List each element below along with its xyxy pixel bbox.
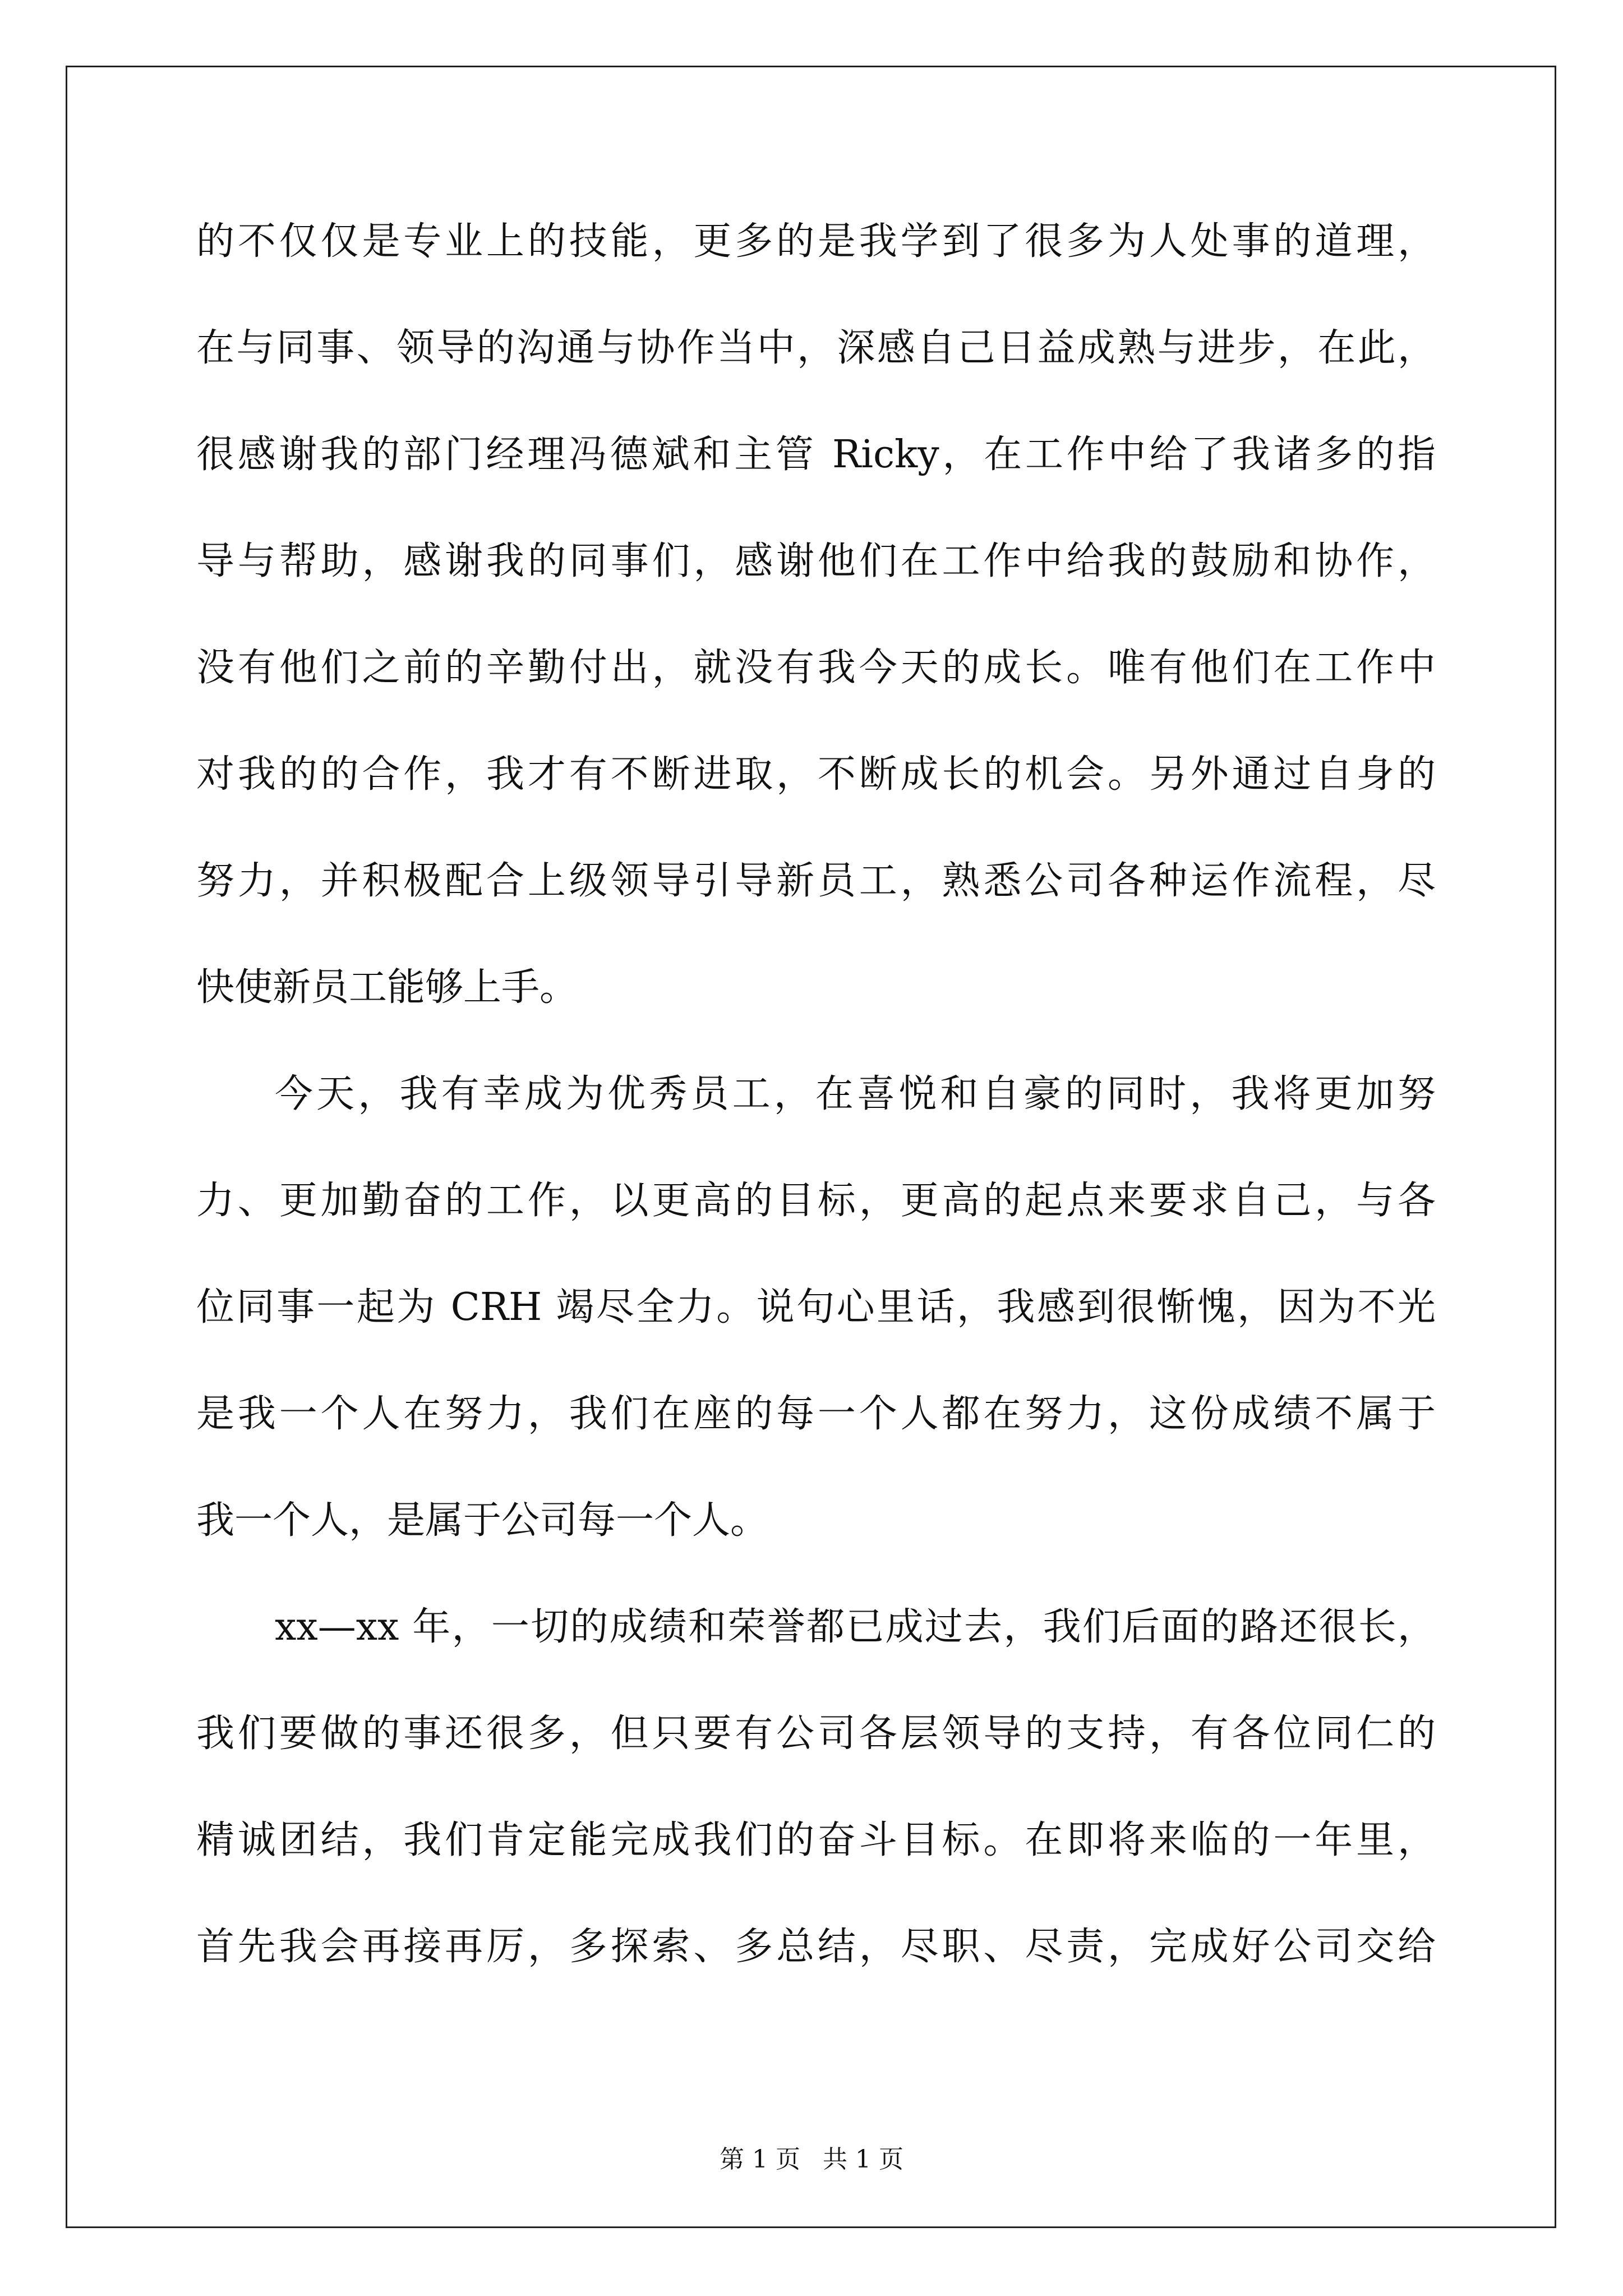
text-line: 快使新员工能够上手。	[196, 965, 578, 1010]
page-footer	[0, 2143, 1623, 2177]
text-line: 对我的的合作，我才有不断进取，不断成长的机会。另外通过自身的	[196, 752, 1436, 797]
text-line: 的不仅仅是专业上的技能，更多的是我学到了很多为人处事的道理，	[196, 219, 1436, 264]
text-line: 是我一个人在努力，我们在座的每一个人都在努力，这份成绩不属于	[196, 1392, 1436, 1436]
text-line: 今天，我有幸成为优秀员工，在喜悦和自豪的同时，我将更加努	[275, 1072, 1436, 1116]
page-number: 第 1 页	[720, 2145, 800, 2174]
text-line: 努力，并积极配合上级领导引导新员工，熟悉公司各种运作流程，尽	[196, 859, 1436, 903]
text-line: 精诚团结，我们肯定能完成我们的奋斗目标。在即将来临的一年里，	[196, 1818, 1436, 1862]
text-line: 力、更加勤奋的工作，以更高的目标，更高的起点来要求自己，与各	[196, 1179, 1436, 1223]
text-line: 位同事一起为 CRH 竭尽全力。说句心里话，我感到很惭愧，因为不光	[196, 1285, 1436, 1329]
text-line: 导与帮助，感谢我的同事们，感谢他们在工作中给我的鼓励和协作，	[196, 539, 1436, 583]
document-body	[196, 210, 1436, 2022]
text-line: 我一个人，是属于公司每一个人。	[196, 1498, 769, 1543]
text-line: 没有他们之前的辛勤付出，就没有我今天的成长。唯有他们在工作中	[196, 646, 1436, 690]
text-line: 首先我会再接再厉，多探索、多总结，尽职、尽责，完成好公司交给	[196, 1925, 1436, 1969]
text-line: 很感谢我的部门经理冯德斌和主管 Ricky，在工作中给了我诸多的指	[196, 432, 1436, 477]
text-line: 在与同事、领导的沟通与协作当中，深感自己日益成熟与进步，在此，	[196, 326, 1436, 370]
text-line: xx—xx 年，一切的成绩和荣誉都已成过去，我们后面的路还很长，	[275, 1605, 1436, 1649]
text-line: 我们要做的事还很多，但只要有公司各层领导的支持，有各位同仁的	[196, 1711, 1436, 1756]
page-total: 共 1 页	[823, 2145, 903, 2174]
